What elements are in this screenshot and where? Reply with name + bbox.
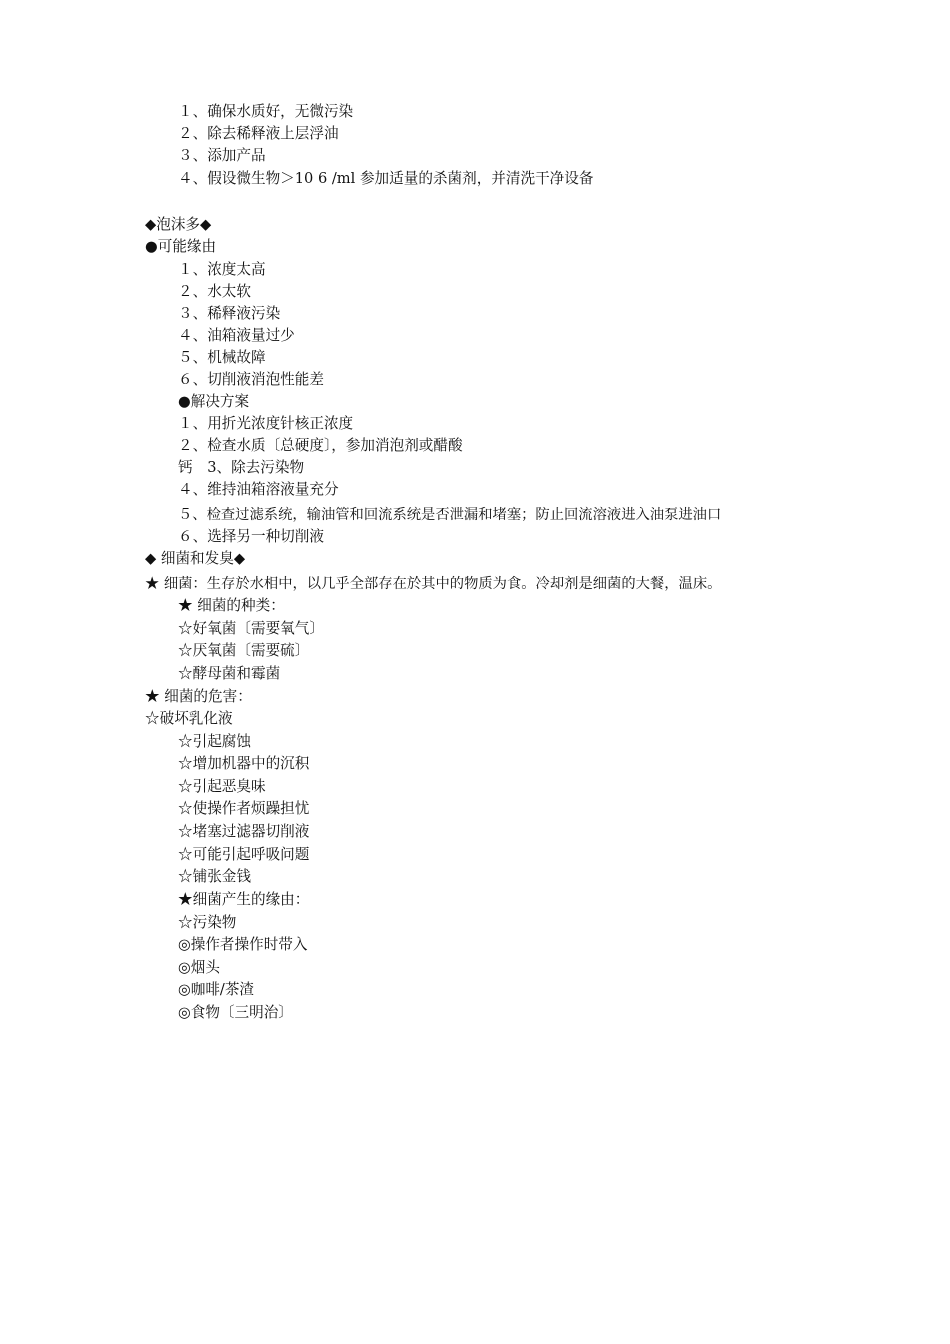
list-item: ５、机械故障	[178, 349, 266, 366]
list-item: ☆引起恶臭味	[178, 778, 266, 795]
subheading: ●可能缘由	[145, 238, 217, 255]
list-item: ◎烟头	[178, 959, 220, 976]
list-item: ４、假设微生物＞10 6 /ml 参加适量的杀菌剂，并清洗干净设备	[178, 170, 594, 187]
list-item: ６、切削液消泡性能差	[178, 371, 324, 388]
subheading: ●解决方案	[178, 393, 250, 410]
list-item: ◎咖啡/茶渣	[178, 981, 255, 998]
list-item: ３、添加产品	[178, 147, 266, 164]
list-item: ☆可能引起呼吸问题	[178, 846, 310, 863]
list-item: ☆污染物	[178, 914, 237, 931]
list-item: ６、选择另一种切削液	[178, 528, 324, 545]
list-item: ４、油箱液量过少	[178, 327, 295, 344]
subheading: ★细菌产生的缘由：	[178, 891, 310, 908]
list-item: ☆酵母菌和霉菌	[178, 665, 281, 682]
list-item: ☆破坏乳化液	[145, 710, 233, 727]
subheading: ★ 细菌的危害：	[145, 688, 252, 705]
paragraph: ★ 细菌：生存於水相中，以几乎全部存在於其中的物质为食。冷却剂是细菌的大餐，温床。	[145, 576, 722, 592]
list-item: ２、水太软	[178, 283, 251, 300]
list-item: ☆堵塞过滤器切削液	[178, 823, 310, 840]
subheading: ★ 细菌的种类：	[178, 597, 285, 614]
list-item: １、确保水质好，无微污染	[178, 103, 354, 120]
list-item: ☆铺张金钱	[178, 868, 251, 885]
list-item: ☆好氧菌〔需要氧气〕	[178, 620, 324, 637]
list-item: ◎操作者操作时带入	[178, 936, 308, 953]
list-item: １、用折光浓度针核正浓度	[178, 415, 354, 432]
list-item: ☆引起腐蚀	[178, 733, 251, 750]
list-item: １、浓度太高	[178, 261, 266, 278]
list-item: 钙 3、除去污染物	[178, 459, 305, 476]
list-item: ３、稀释液污染	[178, 305, 281, 322]
list-item: ４、维持油箱溶液量充分	[178, 481, 339, 498]
list-item: ２、检查水质〔总硬度〕，参加消泡剂或醋酸	[178, 437, 463, 454]
list-item: ◎食物〔三明治〕	[178, 1004, 293, 1021]
list-item: ☆增加机器中的沉积	[178, 755, 310, 772]
list-item: ☆使操作者烦躁担忧	[178, 800, 310, 817]
list-item: ２、除去稀释液上层浮油	[178, 125, 339, 142]
section-heading: ◆ 细菌和发臭◆	[145, 550, 246, 567]
section-heading: ◆泡沫多◆	[145, 216, 212, 233]
list-item: ☆厌氧菌〔需要硫〕	[178, 642, 310, 659]
list-item: ５、检查过滤系统，输油管和回流系统是否泄漏和堵塞；防止回流溶液进入油泵进油口	[178, 507, 722, 523]
